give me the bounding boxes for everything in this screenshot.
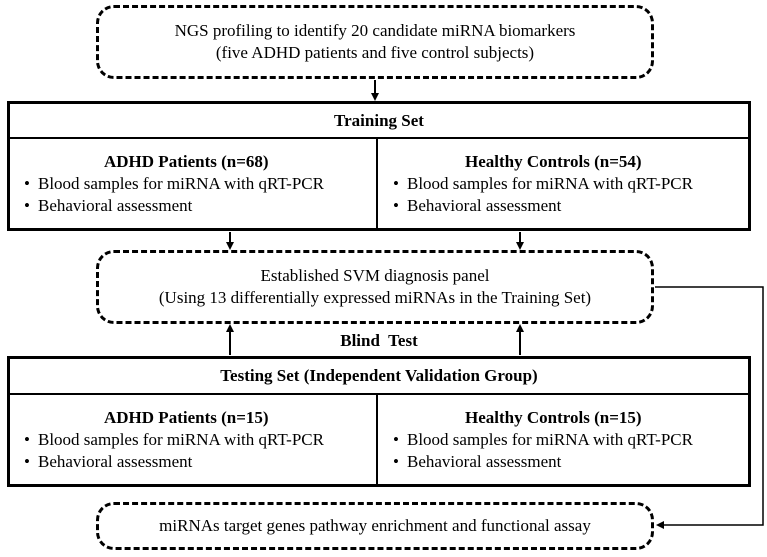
svm-panel-box [96,250,654,324]
testing-set-box [7,356,751,487]
svm-line-1: Established SVM diagnosis panel [260,266,490,285]
ngs-line-2: (five ADHD patients and five control subjects) [215,43,535,62]
training-adhd-bullet-1: • Blood samples for miRNA with qRT-PCR [24,173,374,195]
training-controls-bullet-1: • Blood samples for miRNA with qRT-PCR [393,173,743,195]
training-set-title: Training Set [10,104,748,139]
pathway-line-1: miRNAs target genes pathway enrichment and functional assay [159,516,591,535]
testing-adhd-bullet-1: • Blood samples for miRNA with qRT-PCR [24,429,374,451]
ngs-line-1: NGS profiling to identify 20 candidate miRNA biomarkers [174,21,576,40]
svm-line-2: (Using 13 differentially expressed miRNAs in the Training Set) [158,288,592,307]
training-divider [376,139,378,228]
testing-controls-column [393,407,743,473]
testing-divider [376,395,378,484]
training-controls-bullet-2: • Behavioral assessment [393,195,743,217]
testing-controls-bullet-1: • Blood samples for miRNA with qRT-PCR [393,429,743,451]
testing-set-title: Testing Set (Independent Validation Group) [10,359,748,395]
pathway-enrichment-box [96,502,654,550]
training-set-box [7,101,751,231]
training-controls-title: Healthy Controls (n=54) [465,152,642,171]
blind-test-label: Blind Test [340,331,418,350]
training-controls-column [393,151,743,217]
testing-controls-bullet-2: • Behavioral assessment [393,451,743,473]
training-adhd-title: ADHD Patients (n=68) [104,152,269,171]
testing-adhd-column [24,407,374,473]
ngs-profiling-box [96,5,654,79]
testing-controls-title: Healthy Controls (n=15) [465,408,642,427]
testing-adhd-bullet-2: • Behavioral assessment [24,451,374,473]
training-adhd-column [24,151,374,217]
training-adhd-bullet-2: • Behavioral assessment [24,195,374,217]
testing-adhd-title: ADHD Patients (n=15) [104,408,269,427]
